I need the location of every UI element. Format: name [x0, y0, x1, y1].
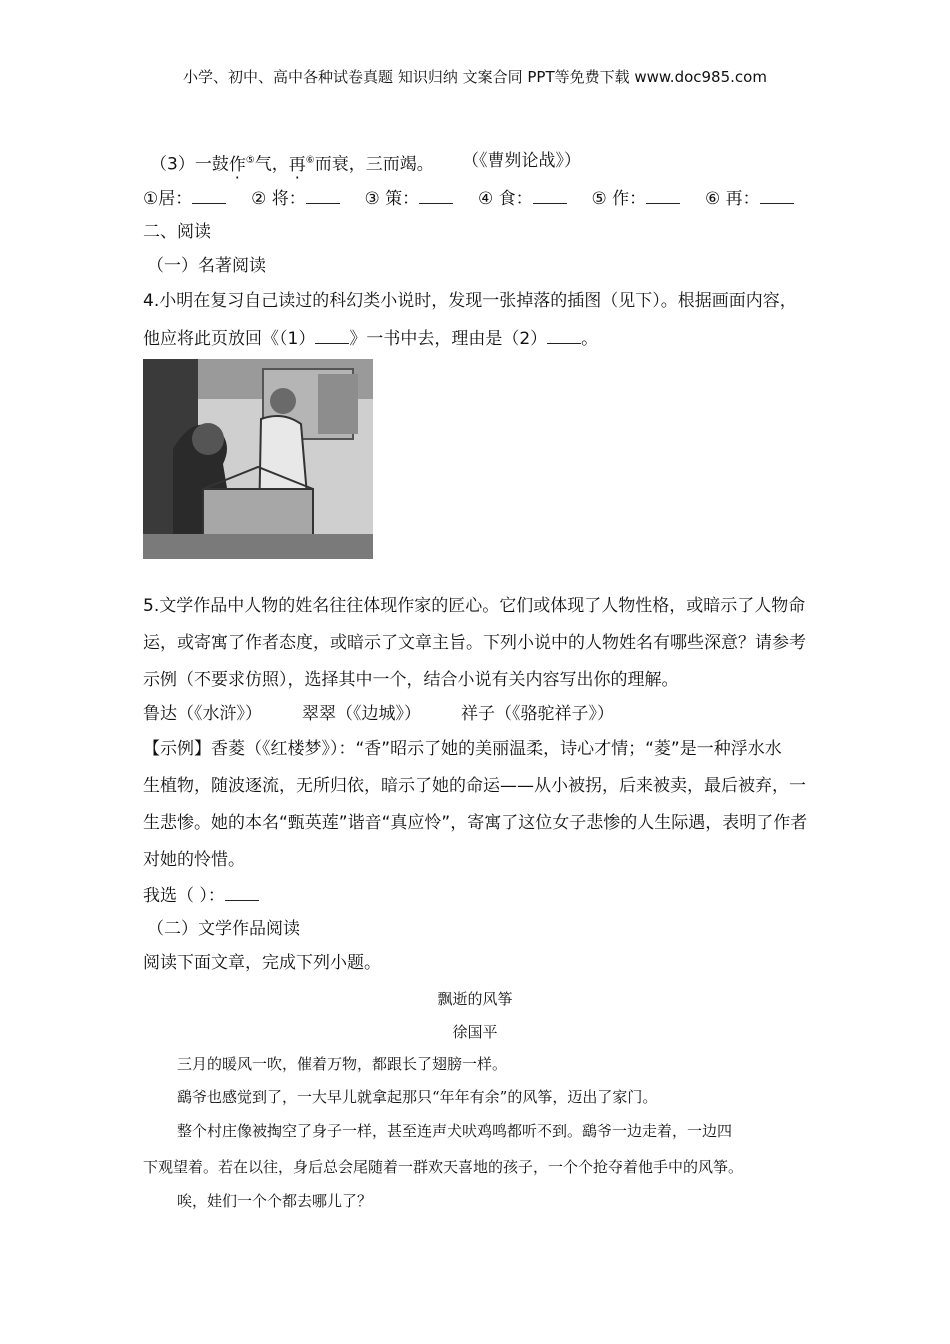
article-title: 飘逝的风筝	[437, 990, 513, 1008]
classical-sentence	[150, 150, 434, 176]
question-text: 。	[581, 329, 599, 349]
answer-blank[interactable]	[315, 327, 349, 344]
article-paragraph: 整个村庄像被掏空了身子一样，甚至连声犬吠鸡鸣都听不到。鷂爷一边走着，一边四	[177, 1122, 733, 1140]
question-text: 》一书中去，理由是（2）	[349, 329, 548, 349]
question-5-text: 运，或寄寓了作者态度，或暗示了文章主旨。下列小说中的人物姓名有哪些深意？请参考	[143, 633, 806, 653]
article-paragraph: 三月的暖风一吹，催着万物，都跟长了翅膀一样。	[177, 1055, 508, 1073]
question-4-text: 4.小明在复习自己读过的科幻类小说时，发现一张掉落的插图（见下）。根据画面内容，	[143, 291, 797, 311]
sentence-text: 而衰，三而竭。	[314, 154, 434, 175]
example-text: 对她的怜惜。	[143, 850, 245, 870]
answer-blank[interactable]	[306, 187, 340, 204]
footnote-mark: ⑥	[305, 155, 315, 166]
answer-label: ④ 食：	[478, 189, 533, 209]
choose-line	[143, 884, 259, 907]
subsection-heading: （二）文学作品阅读	[147, 919, 300, 939]
example-text: 生植物，随波逐流，无所归依，暗示了她的命运——从小被拐，后来被卖，最后被弃，一	[143, 776, 806, 796]
answer-blank[interactable]	[646, 187, 680, 204]
answer-label: ①居：	[143, 189, 193, 209]
article-paragraph: 唉，娃们一个个都去哪儿了？	[177, 1192, 373, 1210]
example-text: 【示例】香菱（《红楼梦》）：“香”昭示了她的美丽温柔，诗心才情；“菱”是一种浮水水	[143, 739, 782, 759]
question-text: 他应将此页放回《（1）	[143, 329, 316, 349]
answer-label: ③ 策：	[364, 189, 420, 209]
article-paragraph: 下观望着。若在以往，身后总会尾随着一群欢天喜地的孩子，一个个抢夺着他手中的风筝。	[143, 1158, 744, 1176]
sentence-source: （《曹刿论战》）	[462, 151, 581, 171]
example-text: 生悲惨。她的本名“甄英莲”谐音“真应怜”，寄寓了这位女子悲惨的人生际遇，表明了作者	[143, 813, 808, 833]
article-author: 徐国平	[452, 1023, 498, 1041]
answer-blank[interactable]	[760, 187, 794, 204]
dotted-word: 作	[228, 154, 246, 175]
question-5-text: 5.文学作品中人物的姓名往往体现作家的匠心。它们或体现了人物性格，或暗示了人物命	[143, 596, 806, 616]
answer-blank[interactable]	[225, 884, 259, 901]
subsection-heading: （一）名著阅读	[147, 256, 266, 276]
answer-label: ⑥ 再：	[704, 189, 760, 209]
option: 鲁达（《水浒》）	[143, 704, 262, 724]
illustration-image	[143, 359, 373, 559]
footnote-mark: ⑤	[245, 155, 255, 166]
dotted-word: 再	[288, 154, 306, 175]
article-paragraph: 鷂爷也感觉到了，一大早儿就拿起那只“年年有余”的风筝，迈出了家门。	[177, 1088, 658, 1106]
option: 祥子（《骆驼祥子》）	[461, 704, 614, 724]
answer-label: ⑤ 作：	[591, 189, 647, 209]
question-5-text: 示例（不要求仿照），选择其中一个，结合小说有关内容写出你的理解。	[143, 670, 679, 690]
page-header: 小学、初中、高中各种试卷真题 知识归纳 文案合同 PPT等免费下载 www.doc985.com	[183, 68, 767, 86]
item-number: （3）	[150, 154, 195, 175]
answer-row	[143, 187, 794, 210]
sentence-text: 气，	[254, 154, 289, 175]
sentence-text: 一鼓	[194, 154, 229, 175]
instruction: 阅读下面文章，完成下列小题。	[143, 953, 381, 973]
choose-label: 我选（ ）：	[143, 886, 225, 906]
answer-blank[interactable]	[192, 187, 226, 204]
answer-blank[interactable]	[533, 187, 567, 204]
answer-blank[interactable]	[547, 327, 581, 344]
answer-label: ② 将：	[251, 189, 306, 209]
novel-options	[143, 703, 614, 725]
answer-blank[interactable]	[419, 187, 453, 204]
engraving-illustration	[143, 359, 373, 559]
question-4-text	[143, 327, 598, 350]
section-heading: 二、阅读	[143, 222, 211, 242]
option: 翠翠（《边城》）	[302, 704, 421, 724]
